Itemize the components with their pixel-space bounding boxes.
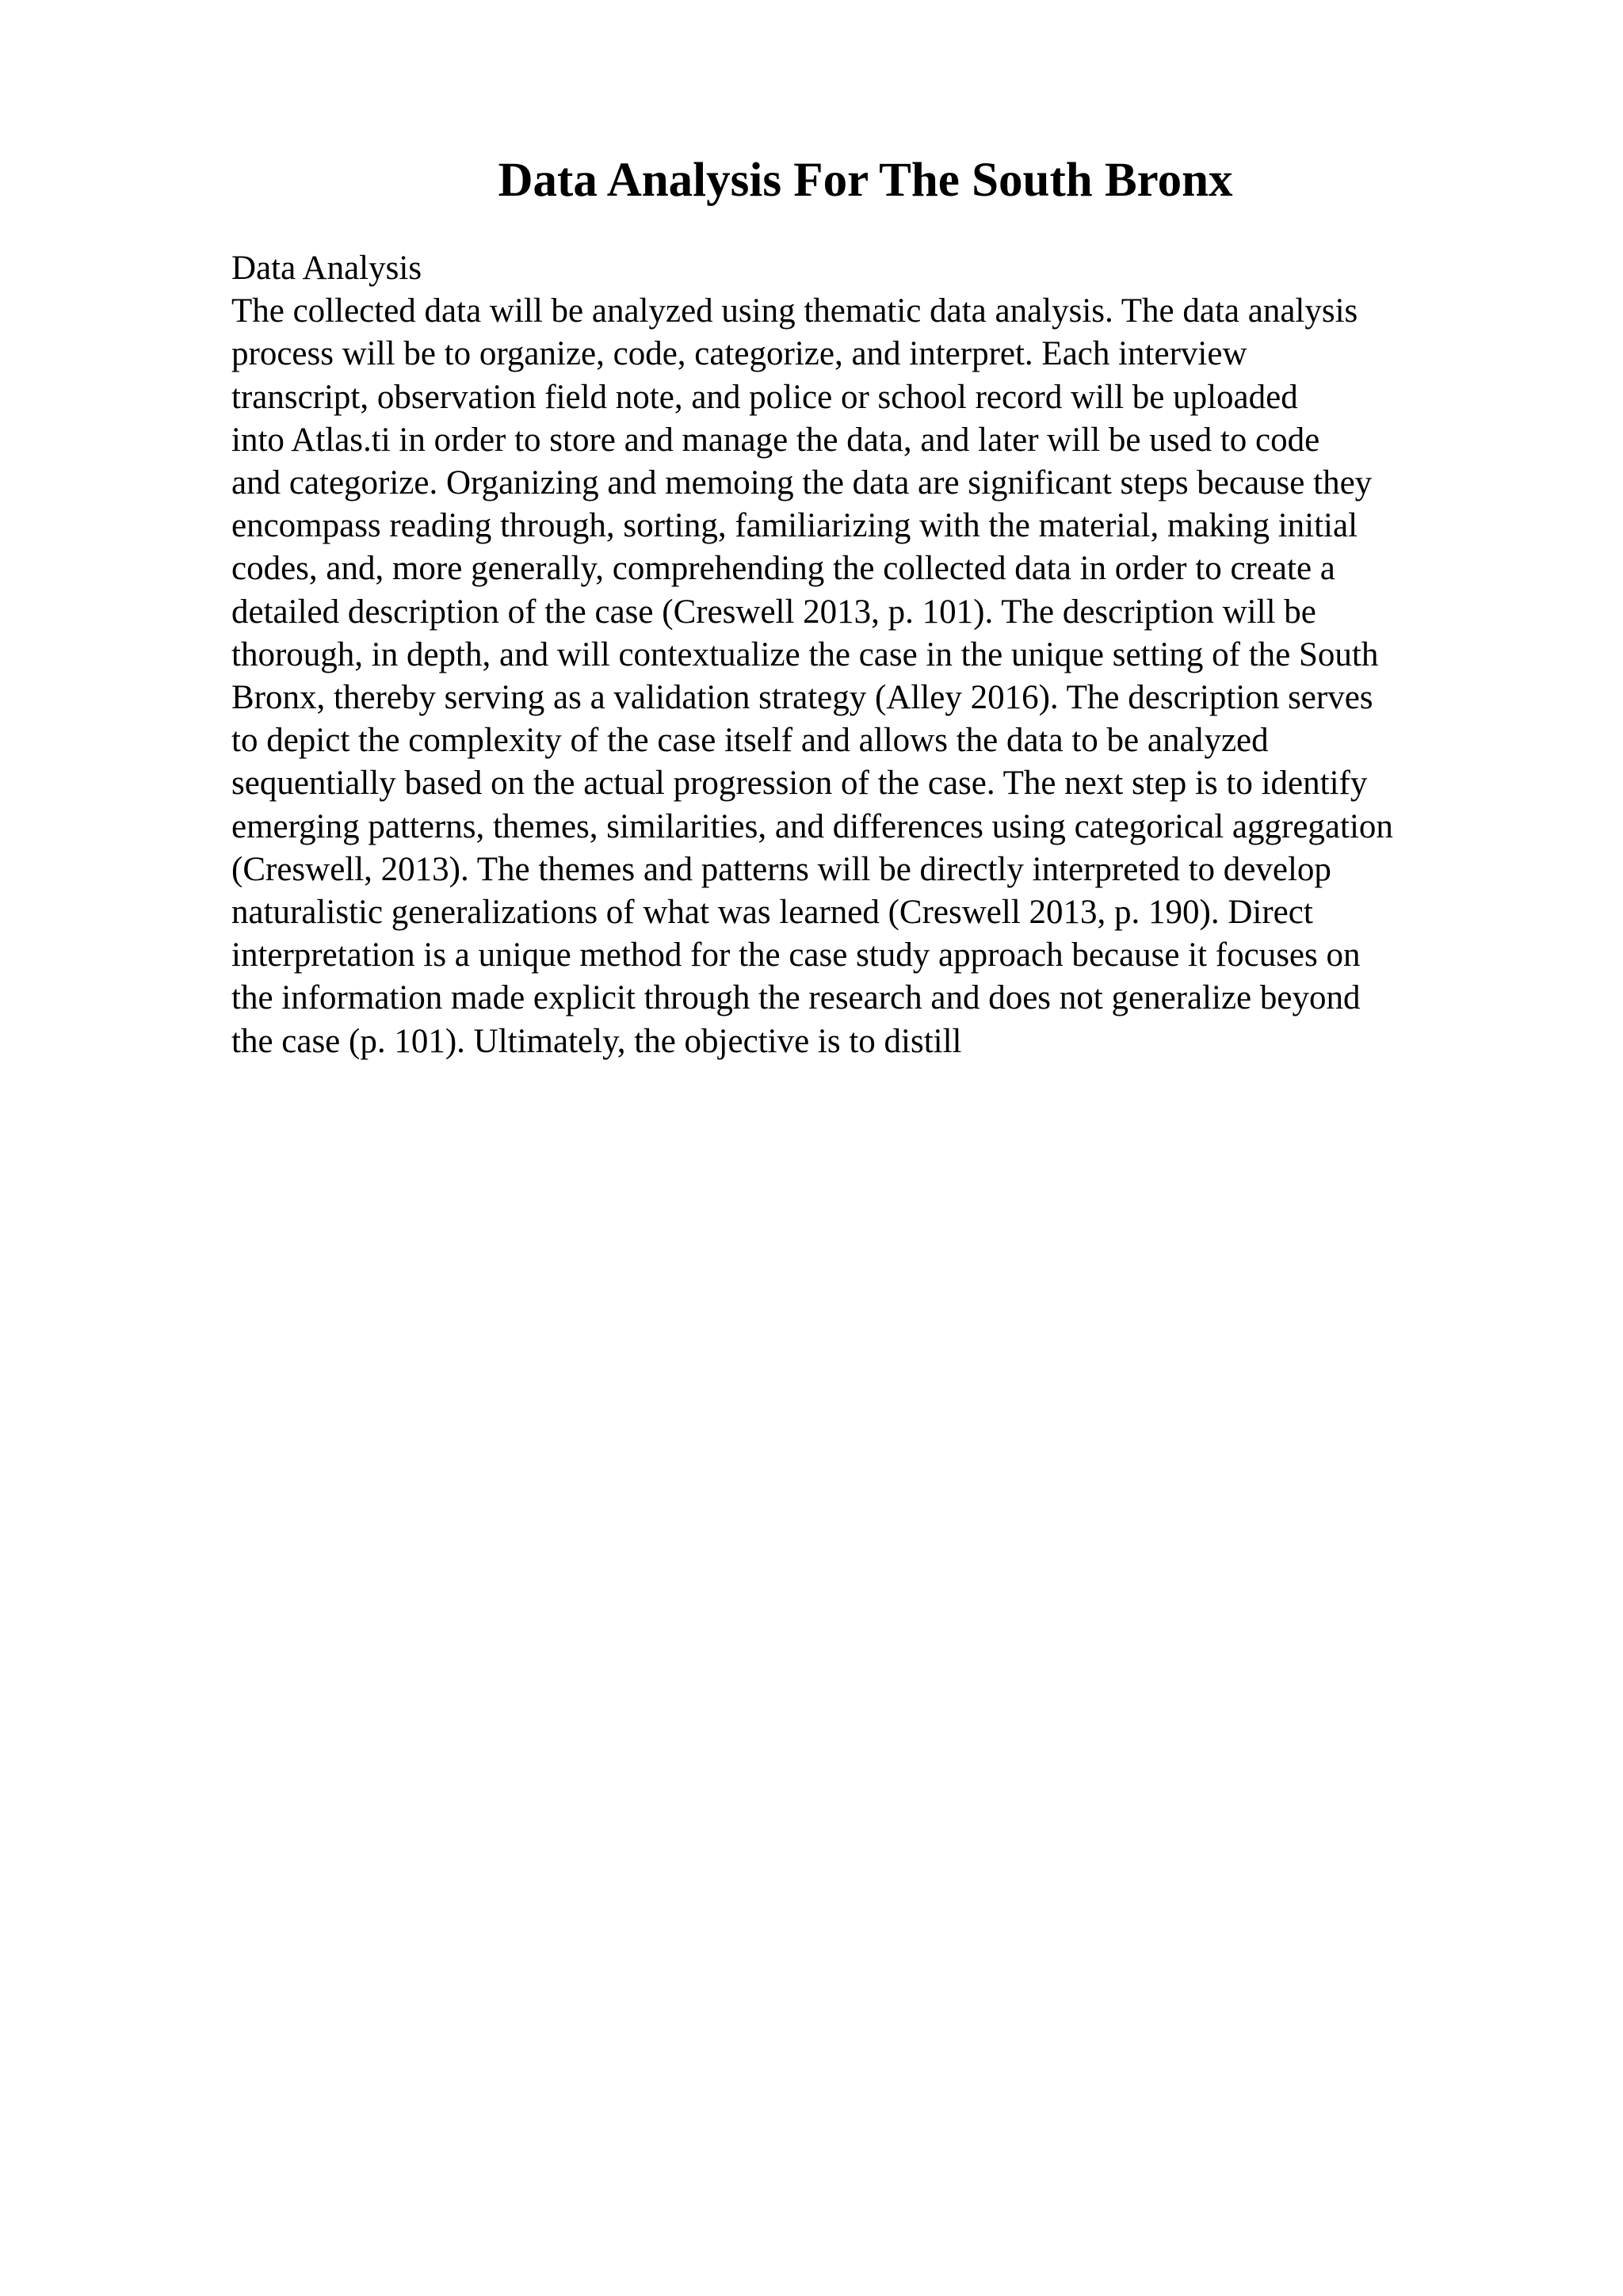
page-title: Data Analysis For The South Bronx: [498, 154, 1233, 207]
paragraph-line: encompass reading through, sorting, familiarizing with the material, making initial: [231, 507, 1358, 545]
paragraph-line: Bronx, thereby serving as a validation strategy (Alley 2016). The description serves: [231, 679, 1373, 717]
document-body: [231, 247, 1610, 1063]
paragraph-line: interpretation is a unique method for the case study approach because it focuses on: [231, 936, 1361, 974]
paragraph-line: process will be to organize, code, categorize, and interpret. Each interview: [231, 335, 1247, 373]
paragraph-line: and categorize. Organizing and memoing the data are significant steps because they: [231, 464, 1373, 502]
paragraph-line: naturalistic generalizations of what was learned (Creswell 2013, p. 190). Direct: [231, 894, 1313, 932]
paragraph-line: sequentially based on the actual progression of the case. The next step is to identify: [231, 765, 1368, 803]
paragraph-line: emerging patterns, themes, similarities, and differences using categorical aggregation: [231, 807, 1393, 845]
section-heading: Data Analysis: [231, 250, 422, 287]
paragraph-line: into Atlas.ti in order to store and manage the data, and later will be used to code: [231, 421, 1320, 459]
paragraph-line: The collected data will be analyzed using thematic data analysis. The data analysis: [231, 292, 1358, 330]
paragraph-line: codes, and, more generally, comprehending the collected data in order to create a: [231, 550, 1335, 588]
paragraph-line: the case (p. 101). Ultimately, the objective is to distill: [231, 1022, 962, 1060]
paragraph-line: transcript, observation field note, and police or school record will be uploaded: [231, 378, 1298, 416]
paragraph-line: detailed description of the case (Creswell 2013, p. 101). The description will be: [231, 593, 1316, 631]
paragraph-line: the information made explicit through the research and does not generalize beyond: [231, 979, 1361, 1017]
paragraph-line: (Creswell, 2013). The themes and patterns will be directly interpreted to develop: [231, 850, 1331, 888]
paragraph-line: to depict the complexity of the case itself and allows the data to be analyzed: [231, 722, 1269, 760]
paragraph-line: thorough, in depth, and will contextualize the case in the unique setting of the South: [231, 635, 1379, 673]
